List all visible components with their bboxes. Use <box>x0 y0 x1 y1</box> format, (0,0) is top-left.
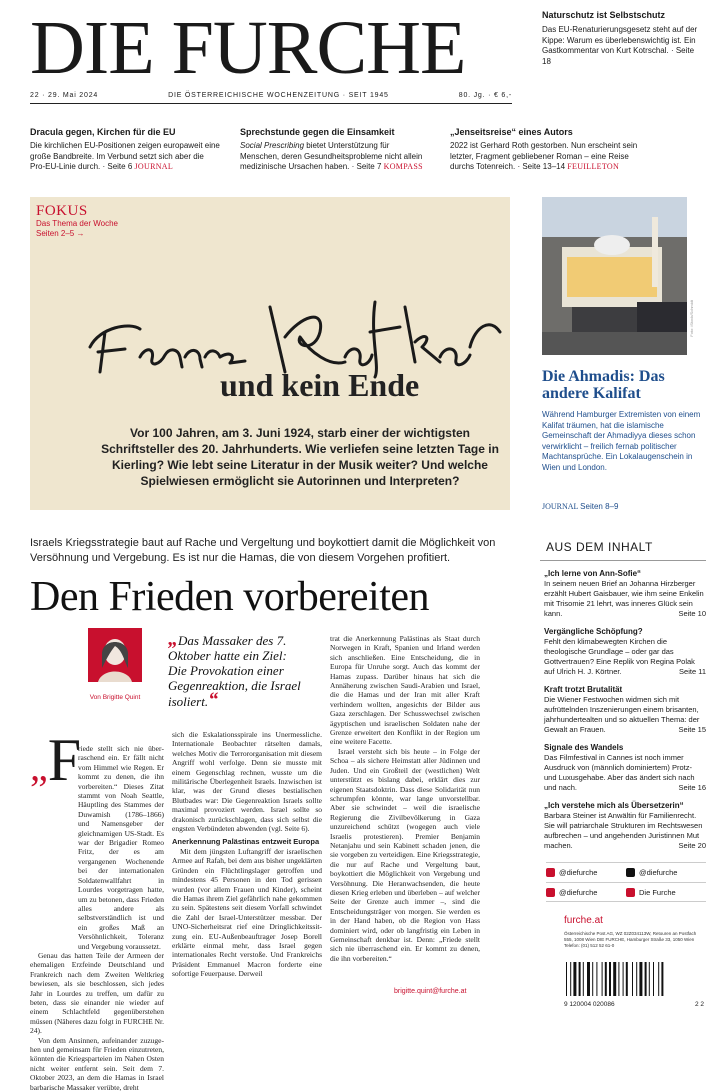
issue-price: 80. Jg. · € 6,- <box>458 91 512 99</box>
barcode-bar <box>602 962 603 996</box>
author-name: Von Brigitte Quint <box>89 694 141 701</box>
inhalt-item-text: Die Wiener Festwochen widmen sich mit aufrüttelnden Inszenierungen einem brisanten, jahrhundertealten und so aktuellen Thema: der Gewalt an Frauen. Seite 15 <box>544 695 706 734</box>
barcode-bar <box>639 962 642 996</box>
barcode-bar <box>587 962 590 996</box>
inhalt-item-text: Fehlt den klimabewegten Kirchen die theologische Grundlage – oder gar das Gottvertrauen? Eine Replik von Regina Polak auf Ulrich H. J. Körtner. Seite 11 <box>544 637 706 676</box>
x-icon <box>626 868 635 877</box>
inhalt-item[interactable] <box>540 685 706 735</box>
barcode-bar <box>605 962 607 996</box>
facebook-icon <box>546 868 555 877</box>
barcode-bar <box>596 962 597 996</box>
teaser-dracula[interactable] <box>30 126 220 173</box>
col1-text: riede stellt sich nie überraschend ein. Er fällt nicht vom Himmel wie Regen. Er kommt zu denen, die ihn vorbereiten.“ Dieses Zitat stammt von Noah Seattle, Häuptling des Stammes der Duwamish (1786–1866) und Namensgeber der gleichnamigen US-Stadt. Es war der Brigadier Romeo Fritz, der es am vergangenen Wochenende bei der internationalen Soldatenwallfahrt in Lourdes vorgetragen hatte, um zu betonen, dass Frieden alles andere als selbstverständlich ist und ein großes Maß an Versöhnlichkeit, Toleranz und Vergebung voraussetzt. <box>78 744 164 951</box>
fokus-text: Vor 100 Jahren, am 3. Juni 1924, starb einer der wichtigsten Schriftsteller des 20. Jahrhunderts. Wie verliefen seine letzten Tage in Kierling? Wie lebt seine Literatur in der Musik weiter? Und welche Spielwiesen ermöglicht sie Autorinnen und Interpreten? <box>101 426 499 488</box>
x-handle: @diefurche <box>639 868 678 877</box>
fokus-sub: Das Thema der Woche <box>36 219 118 228</box>
social-links <box>546 862 706 902</box>
top-right-headline: Naturschutz ist Selbstschutz <box>542 10 666 20</box>
facebook-handle: @diefurche <box>559 868 598 877</box>
inhalt-item-page: Seite 16 <box>678 783 706 792</box>
barcode-bar <box>632 962 633 996</box>
instagram-handle: @diefurche <box>559 887 598 897</box>
teaser-sprechstunde[interactable] <box>240 126 430 173</box>
fokus-label <box>36 203 118 239</box>
dropcap-letter: F <box>47 727 82 793</box>
col1-para2: Genau das hatten Teile der Armeen der ehemaligen Erzfeinde Deutschland und Frankreich nach dem Zweiten Weltkrieg bewiesen, als sie beschlossen, sich jedes Jahr in Lourdes zu treffen, um dafür zu beten, dass sie einander nie wieder auf einem Schlachtfeld gegenüberstehen müssen (Näheres dazu folgt in FURCHE Nr. 24). <box>30 950 164 1036</box>
teaser-text: bietet Unterstützung für Menschen, deren Gesundheitsprobleme nicht allein medizinische Ursachen haben. · Seite 7 <box>240 141 423 171</box>
ahmadis-pages: Seiten 8–9 <box>580 502 619 511</box>
barcode-bar <box>583 962 584 996</box>
ahmadis-tag <box>542 502 618 511</box>
quote-open-icon: „ <box>168 628 178 650</box>
tagline: DIE ÖSTERREICHISCHE WOCHENZEITUNG · SEIT 1945 <box>168 91 389 99</box>
barcode-bar <box>579 962 581 996</box>
teaser-text-em: Social Prescribing <box>240 141 305 150</box>
barcode-bar <box>573 962 576 996</box>
barcode-bar <box>618 962 619 996</box>
col3-para2: Israel versteht sich bis heute – in Folge der Schoa – als sichere Heimstatt aller Jüdinnen und Juden. Und ein Großteil der (westlichen) Welt unterstützt es bislang dabei, erklärt dies zur eigenen Staatsdoktrin. Dass diese Solidarität nun schrumpfen könnte, war lange unvorstellbar. Aber sie schwindet – weil die israelische Regierung die Zivilbevölkerung in Gaza unzureichend schützt (wogegen auch viele Israelis protestieren). Premier Benjamin Netanjahu und sein Kabinett schaden jenen, die sie vorgeben zu verteidigen. Eine Kriegsstrategie, die nur auf Rache und Vergeltung baut, boykottiert die Möglichkeit von Vergebung und Versöhnung. Die Heranwachsenden, die heute diesen Krieg erleben und überleben – auf welcher Seite der Grenze auch immer –, sind die Entscheidungsträger von morgen. Sie werden es in der Hand haben, ob die Region von Hass dominiert wird, oder ob langfristig ein Leben in Gemeinschaft denkbar ist. Denn: „Friede stellt sich nie überraschend ein. Er kommt zu denen, die ihn vorbereiten.“ <box>330 746 480 963</box>
x-link[interactable] <box>626 868 706 877</box>
barcode-bar <box>623 962 624 996</box>
inhalt-item-headline: Vergängliche Schöpfung? <box>544 627 643 636</box>
barcode-bar <box>653 962 654 996</box>
teaser-headline: „Jenseitsreise“ eines Autors <box>450 127 573 137</box>
inhalt-item-headline: Kraft trotzt Brutalität <box>544 685 623 694</box>
ahmadis-tag-label: JOURNAL <box>542 502 579 511</box>
barcode <box>564 962 704 1006</box>
inhalt-item[interactable] <box>540 569 706 619</box>
inhalt-heading: AUS DEM INHALT <box>540 534 706 561</box>
inhalt-item-page: Seite 15 <box>678 725 706 734</box>
lead-deck: Israels Kriegsstrategie baut auf Rache und Vergeltung und boykottiert damit die Möglichkeit von Versöhnung und Vergebung. Es ist nur die Hamas, die von diesem Vorgehen profitiert. <box>30 537 496 564</box>
mosque-image <box>542 197 687 355</box>
col2-text: sich die Eskalationsspirale ins Unermessliche. Internationale Beobachter rätselten damals, welches Motiv die Terrororganisation mit diesem Angriff wohl verfolge. Denn sie musste mit einem Gegenschlag rechnen, wusste um die militärische Überlegenheit Israels. Inzwischen ist klar, was der Grund dieses bestialischen Blutbades war: Die Gegenreaktion Israels sollte maximal provoziert werden. Israel sollte so drakonisch zurückschlagen, dass sich selbst die engsten Verbündeten abwenden (vgl. Seite 6). <box>172 730 322 834</box>
barcode-bar <box>658 962 659 996</box>
author-email[interactable]: brigitte.quint@furche.at <box>394 988 467 995</box>
inhalt-item-text: In seinem neuen Brief an Johanna Hirzberger erzählt Hubert Gaisbauer, wie ihm seine Enkelin mit Trisomie 21 lehrt, was inneres Glück sein kann. Seite 10 <box>544 579 706 618</box>
barcode-bar <box>649 962 650 996</box>
instagram-icon <box>546 888 555 897</box>
fokus-title: FOKUS <box>36 203 88 219</box>
top-right-teaser[interactable] <box>542 10 702 67</box>
teaser-text: 2022 ist Gerhard Roth gestorben. Nun erscheint sein letzter, Fragment gebliebener Roman – eine Reise durchs Totenreich. · Seite 13–14 <box>450 141 638 171</box>
ahmadis-title[interactable]: Die Ahmadis: Das andere Kalifat <box>542 368 665 402</box>
col2-subhead: Anerkennung Palästinas entzweit Europa <box>172 837 320 847</box>
pull-quote-text: Das Massaker des 7. Oktober hatte ein Ziel: Die Provokation einer Gegenreaktion, die Israel isoliert. <box>168 633 301 709</box>
linkedin-handle: Die Furche <box>639 887 676 897</box>
teaser-headline: Dracula gegen, Kirchen für die EU <box>30 127 176 137</box>
barcode-issue: 2 2 <box>694 1001 704 1008</box>
fokus-pages: Seiten 2–5 → <box>36 229 85 238</box>
impressum: Österreichische Post AG, WZ 02Z034113W, Retouren an Postfach 555, 1008 Wien DIE FURCHE, Hamburger Straße 33, 1050 Wien Telefon: (01) 512 52 61-0 <box>564 931 697 948</box>
article-col2 <box>172 730 322 979</box>
barcode-bar <box>592 962 593 996</box>
pull-quote <box>168 628 308 711</box>
masthead-rule <box>30 103 512 104</box>
inhalt-item[interactable] <box>540 743 706 793</box>
barcode-bar <box>626 962 628 996</box>
barcode-bar <box>645 962 647 996</box>
lead-headline[interactable]: Den Frieden vorbereiten <box>30 574 430 620</box>
quote-close-icon: “ <box>208 689 219 711</box>
dropcap-quote-icon: „ <box>30 744 48 789</box>
inhalt-item-headline: Signale des Wandels <box>544 743 624 752</box>
col2-para2: Mit dem jüngsten Luftangriff der israelischen Armee auf Rafah, bei dem aus bisher ungeklärten Gründen ein Flüchtlingslager getroffen und mindestens 45 Personen in den Tod gerissen wurden (vor allem Frauen und Kinder), scheint die Hamas ihrem Ziel gefährlich nahe gekommen zu sein. Spätestens seit diesem Vorfall schwindet die Zahl der Israel-Unterstützer messbar. Der UNO-Sicherheitsrat rief eine Dringlichkeitssitzung ein. EU-Außenbeauftrager Josep Borell erklärte einmal mehr, dass Israel gegen internationales Recht verstoße. Und Frankreichs Präsident Emmanuel Macron forderte eine sofortige Feuerpause. Derweil <box>172 846 322 979</box>
issue-date: 22 · 29. Mai 2024 <box>30 91 99 99</box>
inhalt-item-text: Barbara Steiner ist Anwältin für Familienrecht. Sie will patriarchale Strukturen im Rechtswesen aufbrechen – und angehenden Juristinnen Mut machen. Seite 20 <box>544 811 706 850</box>
instagram-link[interactable] <box>546 888 626 897</box>
inhalt-item-headline: „Ich lerne von Ann-Sofie“ <box>544 569 642 578</box>
inhalt-item-page: Seite 11 <box>679 667 706 676</box>
teaser-jenseitsreise[interactable] <box>450 126 642 173</box>
barcode-bar <box>636 962 637 996</box>
article-col1 <box>30 744 164 1092</box>
top-right-text: Das EU-Renaturierungsgesetz steht auf der Kippe: Warum es überlebenswichtig ist. Ein Gastkommentar von Kurt Kotrschal. · Seite 18 <box>542 25 698 66</box>
inhalt-item-text: Das Filmfestival in Cannes ist noch immer Ausdruck von (männlich dominiertem) Protz- und Luxusgehabe. Aber das ändert sich nach und nach. Seite 16 <box>544 753 706 792</box>
barcode-bar <box>609 962 611 996</box>
inhalt-item-headline: „Ich verstehe mich als Übersetzerin“ <box>544 801 684 810</box>
fokus-subtitle: und kein Ende <box>220 367 420 403</box>
linkedin-link[interactable] <box>626 888 706 897</box>
linkedin-icon <box>626 888 635 897</box>
ahmadis-text: Während Hamburger Extremisten von einem Kalifat träumen, hat die islamische Gemeinschaft der Ahmadiyya dieses schon verwirklicht – freilich fernab politischer Machtansprüche. Ein Lokalaugenschein in Wien und London. <box>542 410 701 472</box>
ahmadis-photo[interactable] <box>542 197 687 355</box>
inhalt-item-page: Seite 10 <box>678 609 706 618</box>
col1-para3: Von dem Ansinnen, aufeinander zuzugehen und gemeinsam für Frieden einzutreten, könnten die Kriegsparteien im Nahen Osten nicht weiter entfernt sein. Seit dem 7. Oktober 2023, an dem die Hamas in Israel barbarische Massaker verübte, dreht <box>30 1035 164 1092</box>
col3-text: trat die Anerkennung Palästinas als Staat durch Norwegen in Kraft, Spanien und Irland werden sich anschließen. Eine Entscheidung, die in Europa für Unruhe sorgt. Auch das kommt der Hamas zupass. Darüber hinaus hat sich die Annäherung zwischen Saudi-Arabien und Israel, die die Hamas und der Iran mit aller Kraft verhindern wollten, angesichts der Bilder aus Gaza zerschlagen. Der Schusswechsel zwischen ägyptischen und israelischen Soldaten nahe der Grenze erweitert den Konflikt in der Region um eine weitere Facette. <box>330 634 480 747</box>
barcode-bar <box>661 962 663 996</box>
masthead-title: DIE FURCHE <box>30 6 466 90</box>
barcode-number: 9 120004 020086 <box>564 1001 615 1008</box>
teaser-tag: KOMPASS <box>383 162 423 171</box>
photo-credit: Foto: iStock/Schmidt <box>689 300 694 337</box>
teaser-text: Die kirchlichen EU-Positionen zeigen europaweit eine große Bandbreite. Im Verbund setzt sich aber die Pro-EU-Linie durch. · Seite 6 <box>30 141 220 171</box>
inhalt-item[interactable] <box>540 627 706 677</box>
barcode-bar <box>570 962 571 996</box>
teaser-headline: Sprechstunde gegen die Einsamkeit <box>240 127 395 137</box>
inhalt-item[interactable] <box>540 801 706 851</box>
masthead-line <box>30 88 512 102</box>
inhalt-item-page: Seite 20 <box>678 841 706 850</box>
teaser-tag: JOURNAL <box>134 162 174 171</box>
barcode-icon <box>564 962 704 996</box>
facebook-link[interactable] <box>546 868 626 877</box>
author-avatar <box>88 628 142 682</box>
barcode-bar <box>566 962 567 996</box>
inhalt-box <box>540 534 706 851</box>
barcode-bar <box>613 962 616 996</box>
teaser-tag: FEUILLETON <box>567 162 620 171</box>
author-portrait <box>88 628 142 682</box>
website-link[interactable]: furche.at <box>564 915 603 926</box>
fokus-box[interactable] <box>30 197 510 510</box>
article-col3 <box>330 634 480 963</box>
